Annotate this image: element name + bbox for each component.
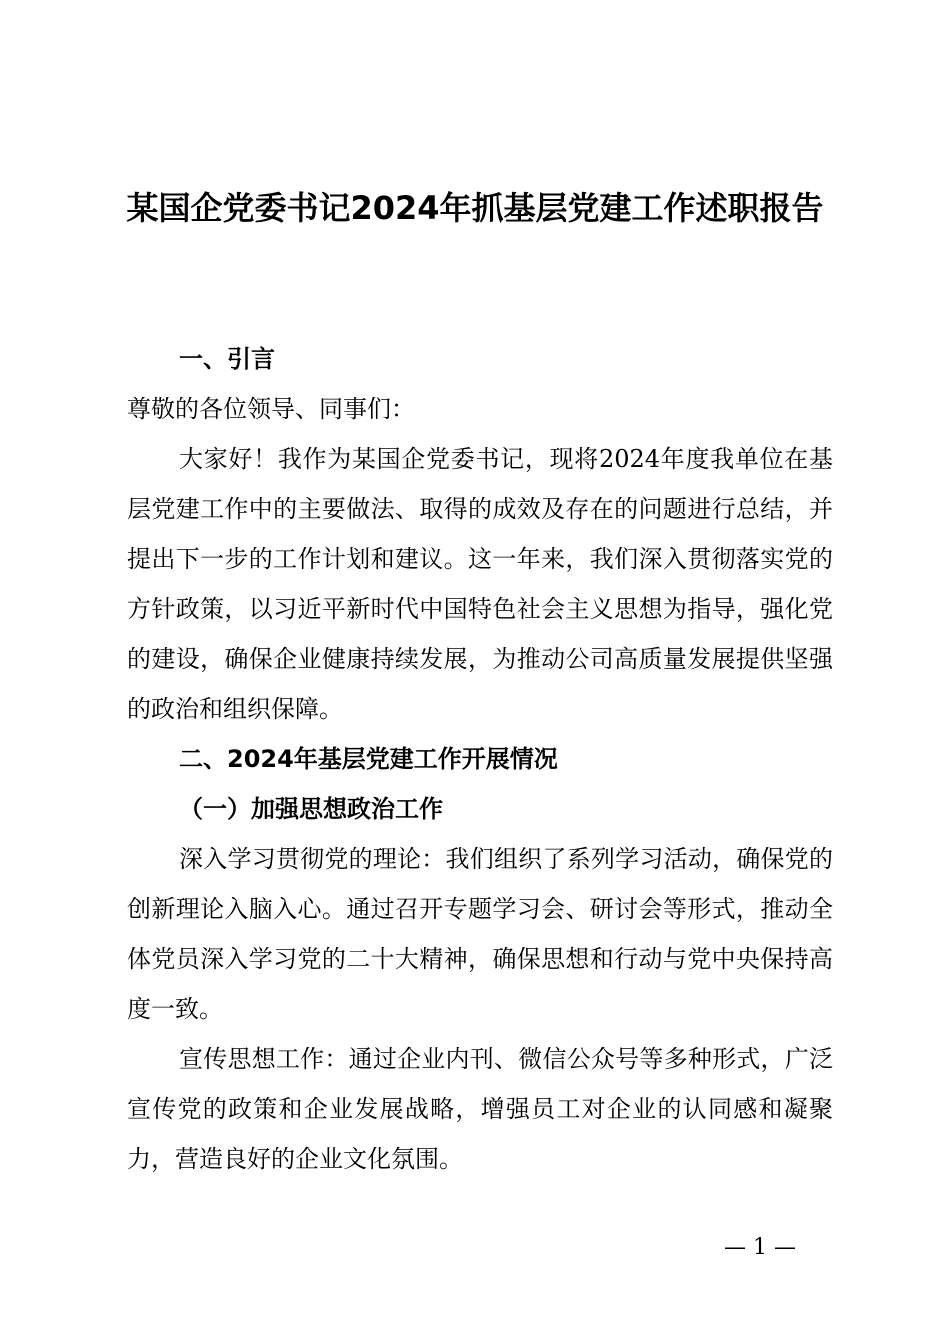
section-heading-introduction: 一、引言 [179,345,275,373]
paragraph-theory-study: 深入学习贯彻党的理论：我们组织了系列学习活动，确保党的创新理论入脑入心。通过召开专题学习会、研讨会等形式，推动全体党员深入学习党的二十大精神，确保思想和行动与党中央保持高度一致。 [127,845,833,1023]
subsection-heading-ideology: （一）加强思想政治工作 [179,795,443,823]
section-heading-work-overview: 二、2024年基层党建工作开展情况 [179,745,558,773]
paragraph-publicity: 宣传思想工作：通过企业内刊、微信公众号等多种形式，广泛宣传党的政策和企业发展战略，增强员工对企业的认同感和凝聚力，营造良好的企业文化氛围。 [127,1045,833,1173]
page-number: — 1 — [724,1235,796,1260]
document-body [127,334,833,1184]
paragraph-opening: 大家好！我作为某国企党委书记，现将2024年度我单位在基层党建工作中的主要做法、取得的成效及存在的问题进行总结，并提出下一步的工作计划和建议。这一年来，我们深入贯彻落实党的方针政策，以习近平新时代中国特色社会主义思想为指导，强化党的建设，确保企业健康持续发展，为推动公司高质量发展提供坚强的政治和组织保障。 [127,445,833,723]
document-title: 某国企党委书记2024年抓基层党建工作述职报告 [126,189,824,227]
salutation: 尊敬的各位领导、同事们： [127,395,415,423]
